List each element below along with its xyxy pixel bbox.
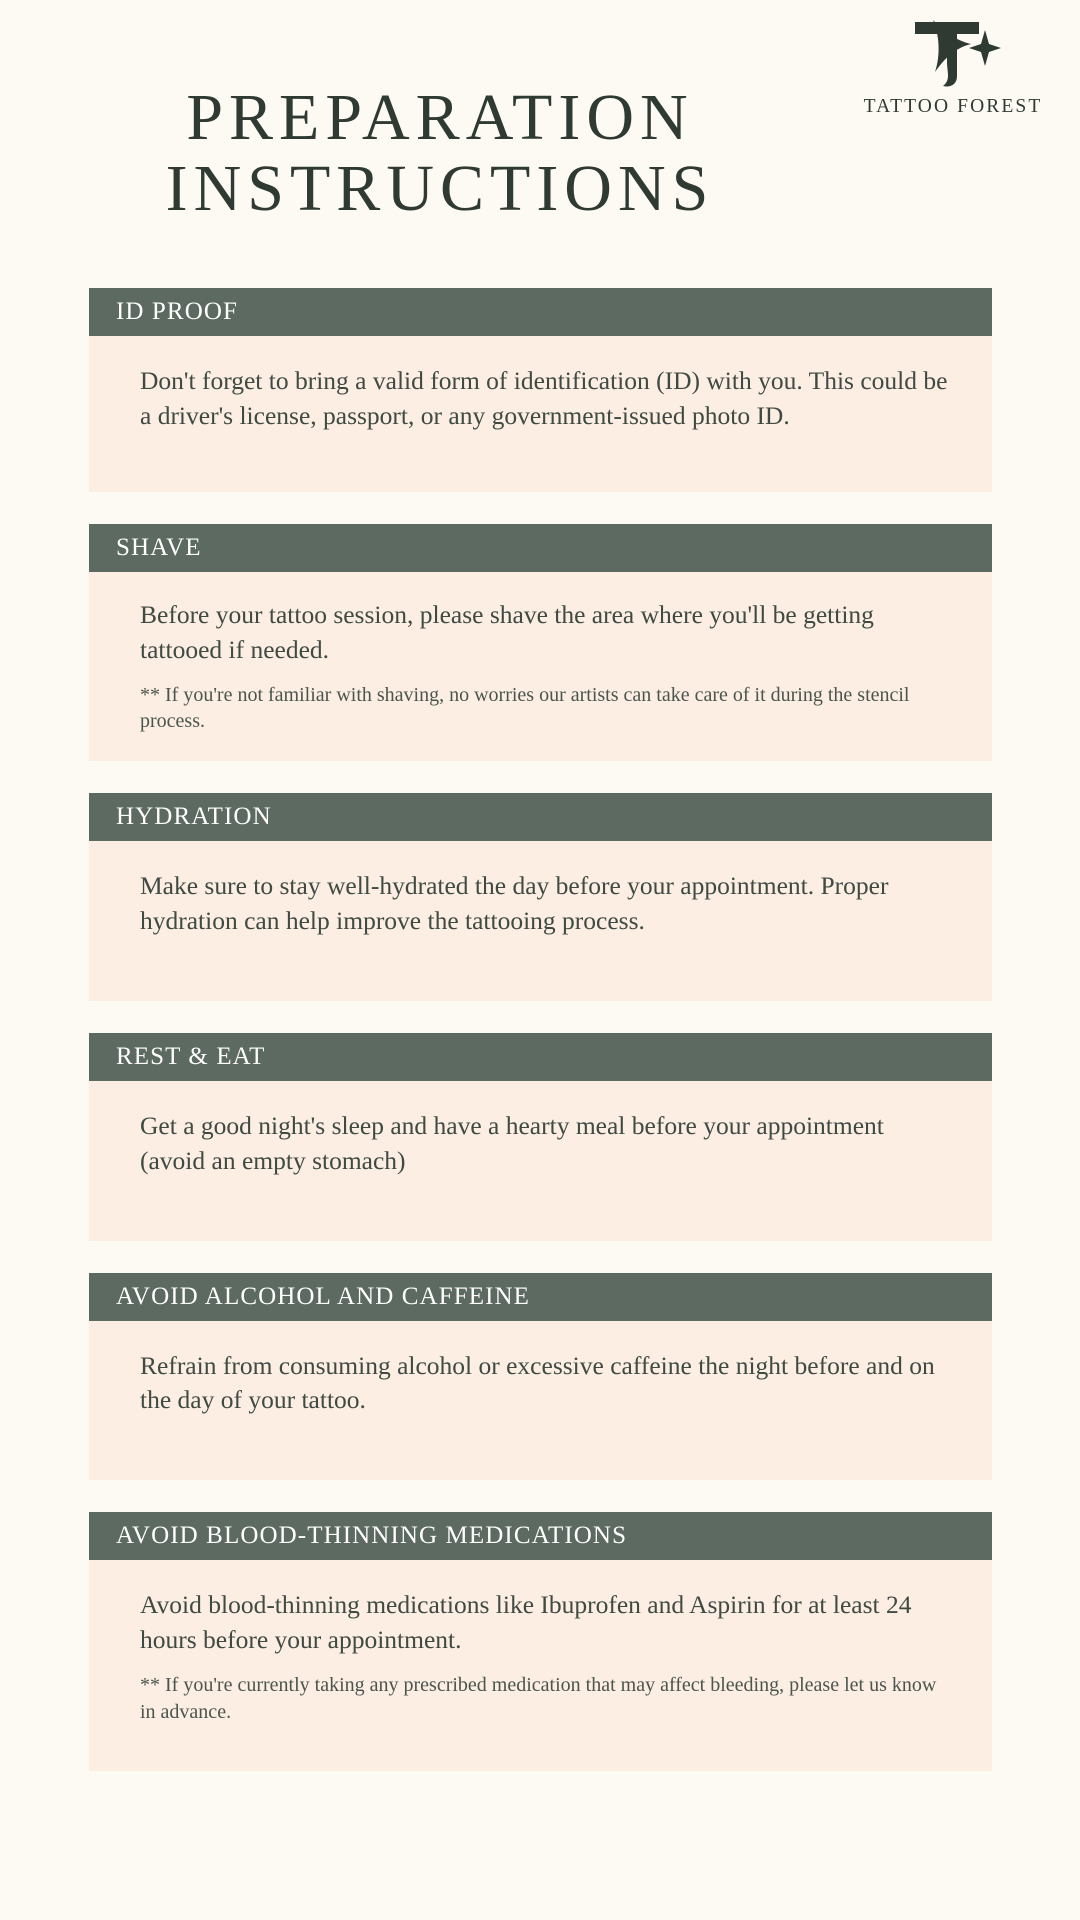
section-body-id-proof — [89, 336, 992, 492]
section-heading: AVOID ALCOHOL AND CAFFEINE — [116, 1282, 531, 1310]
section-paragraph: Make sure to stay well-hydrated the day before your appointment. Proper hydration can help improve the tattooing process. — [140, 870, 889, 935]
section-paragraph: Don't forget to bring a valid form of identification (ID) with you. This could be a driver's license, passport, or any government-issued photo ID. — [140, 366, 948, 430]
section-header-hydration — [89, 793, 992, 841]
section-heading: AVOID BLOOD-THINNING MEDICATIONS — [116, 1522, 628, 1550]
section-rest-and-eat — [89, 1033, 992, 1241]
section-heading: HYDRATION — [116, 802, 272, 830]
section-body-avoid-alcohol-and-caffeine — [89, 1321, 992, 1481]
section-header-avoid-blood-thinning-medications — [89, 1512, 992, 1560]
section-body-avoid-blood-thinning-medications — [89, 1560, 992, 1771]
section-header-rest-and-eat — [89, 1033, 992, 1081]
section-hydration — [89, 793, 992, 1001]
section-shave — [89, 524, 992, 761]
section-paragraph: Get a good night's sleep and have a hearty meal before your appointment (avoid an empty stomach) — [140, 1110, 884, 1175]
section-id-proof — [89, 288, 992, 492]
section-heading: ID PROOF — [116, 298, 239, 325]
section-paragraph: Avoid blood-thinning medications like Ibuprofen and Aspirin for at least 24 hours before your appointment. — [140, 1590, 912, 1655]
section-avoid-blood-thinning-medications — [89, 1512, 992, 1771]
section-heading: SHAVE — [116, 533, 202, 561]
section-header-shave — [89, 524, 992, 572]
section-body-rest-and-eat — [89, 1081, 992, 1241]
section-body-hydration — [89, 841, 992, 1001]
page-title-line-2: INSTRUCTIONS — [165, 151, 715, 225]
section-note: ** If you're not familiar with shaving, no worries our artists can take care of it during the stencil process. — [140, 683, 910, 733]
brand-name: TATTOO FOREST — [863, 96, 1043, 117]
section-header-avoid-alcohol-and-caffeine — [89, 1273, 992, 1321]
section-avoid-alcohol-and-caffeine — [89, 1273, 992, 1481]
section-paragraph: Refrain from consuming alcohol or excessive caffeine the night before and on the day of your tattoo. — [140, 1350, 935, 1415]
section-note: ** If you're currently taking any prescribed medication that may affect bleeding, please let us know in advance. — [140, 1674, 937, 1723]
section-header-id-proof — [89, 288, 992, 336]
page-title — [0, 81, 880, 225]
tattoo-forest-logo-icon — [848, 14, 1058, 92]
page-title-line-1: PREPARATION — [186, 81, 694, 154]
section-heading: REST & EAT — [116, 1042, 266, 1070]
section-body-shave — [89, 572, 992, 761]
section-paragraph: Before your tattoo session, please shave the area where you'll be getting tattooed if needed. — [140, 599, 874, 664]
instruction-sections — [89, 288, 992, 1803]
